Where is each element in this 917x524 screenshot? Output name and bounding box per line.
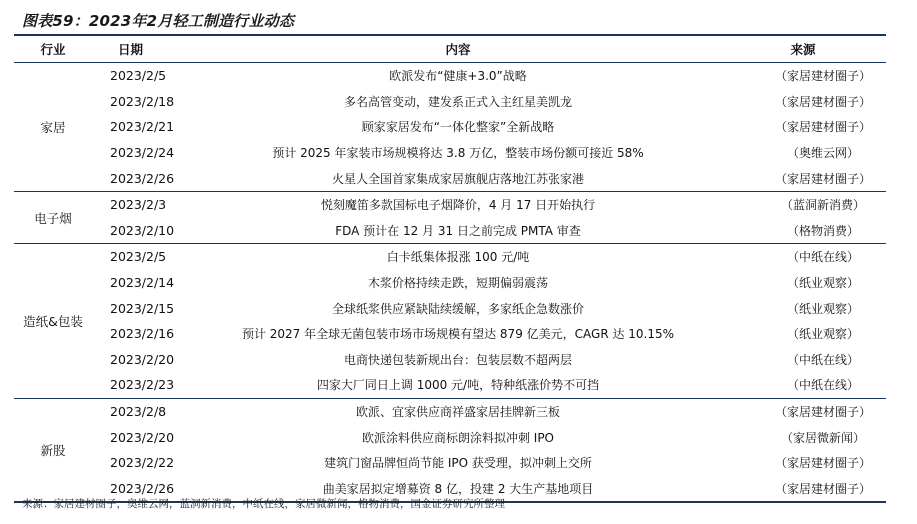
row-date: 2023/2/26: [110, 480, 175, 496]
group-category: 电子烟: [34, 210, 72, 226]
row-content: FDA 预计在 12 月 31 日之前完成 PMTA 审查: [335, 223, 581, 238]
row-date: 2023/2/20: [110, 351, 175, 367]
row-date: 2023/2/18: [110, 93, 175, 109]
row-date: 2023/2/5: [110, 249, 167, 265]
row-content: 预计 2027 年全球无菌包装市场市场规模有望达 879 亿美元，CAGR 达 10.15%: [241, 327, 675, 342]
table-row: [92, 218, 886, 244]
row-source: （中纸在线）: [786, 250, 859, 265]
row-source: （家居建材圈子）: [774, 481, 871, 496]
table-row: [92, 347, 886, 373]
table-row: [92, 424, 886, 450]
row-date: 2023/2/3: [110, 197, 167, 213]
row-date: 2023/2/10: [110, 222, 175, 238]
row-content: 悦刻魔笛多款国标电子烟降价，4 月 17 日开始执行: [320, 198, 596, 213]
row-content: 欧派、宜家供应商祥盛家居挂牌新三板: [355, 405, 560, 420]
row-content: 白卡纸集体报涨 100 元/吨: [386, 250, 530, 265]
table-row: [92, 270, 886, 296]
row-source: （中纸在线）: [786, 352, 859, 367]
row-content: 建筑门窗品牌恒尚节能 IPO 获受理，拟冲刺上交所: [324, 456, 592, 471]
header-content: 内容: [445, 42, 471, 57]
row-source: （家居建材圈子）: [774, 69, 871, 84]
figure-title: 图表59：2023年2月轻工制造行业动态: [22, 12, 295, 30]
group-category: 家居: [40, 119, 66, 135]
row-source: （纸业观察）: [786, 301, 859, 316]
row-content: 电商快递包装新规出台：包装层数不超两层: [343, 352, 572, 367]
table-row: [92, 192, 886, 218]
row-source: （纸业观察）: [786, 276, 859, 291]
row-content: 顾家家居发布“一体化整家”全新战略: [361, 120, 555, 135]
group-new-shares: [14, 399, 886, 501]
header-source: 来源: [790, 42, 816, 57]
row-date: 2023/2/15: [110, 300, 175, 316]
group-e-cigarette: [14, 192, 886, 243]
row-content: 欧派发布“健康+3.0”战略: [389, 69, 527, 84]
row-content: 木浆价格持续走跌，短期偏弱震荡: [367, 276, 548, 291]
industry-news-table: [14, 34, 886, 503]
group-paper-packaging: [14, 244, 886, 398]
header-date: 日期: [118, 42, 144, 57]
table-row: [92, 140, 886, 166]
table-row: [92, 372, 886, 398]
row-source: （家居建材圈子）: [774, 405, 871, 420]
row-date: 2023/2/23: [110, 377, 175, 393]
table-row: [92, 89, 886, 115]
row-source: （格物消费）: [786, 223, 859, 238]
row-source: （家居建材圈子）: [774, 94, 871, 109]
row-source: （家居微新闻）: [780, 430, 865, 445]
group-category: 造纸&包装: [23, 313, 83, 329]
row-source: （奥维云网）: [786, 146, 859, 161]
row-date: 2023/2/21: [110, 119, 175, 135]
row-content: 火星人全国首家集成家居旗舰店落地江苏张家港: [331, 171, 584, 186]
table-row: [92, 450, 886, 476]
table-row: [92, 244, 886, 270]
row-date: 2023/2/14: [110, 275, 175, 291]
table-row: [92, 63, 886, 89]
row-date: 2023/2/20: [110, 429, 175, 445]
table-row: [92, 114, 886, 140]
group-category: 新股: [40, 442, 66, 458]
row-date: 2023/2/26: [110, 170, 175, 186]
row-source: （家居建材圈子）: [774, 456, 871, 471]
table-row: [92, 295, 886, 321]
row-source: （家居建材圈子）: [774, 171, 871, 186]
row-content: 曲美家居拟定增募资 8 亿，投建 2 大生产基地项目: [322, 481, 594, 496]
row-source: （家居建材圈子）: [774, 120, 871, 135]
group-furniture: [14, 63, 886, 191]
row-source: （蓝洞新消费）: [780, 198, 865, 213]
row-date: 2023/2/8: [110, 404, 167, 420]
row-date: 2023/2/16: [110, 326, 175, 342]
table-row: [92, 399, 886, 425]
row-content: 欧派涂料供应商标朗涂料拟冲刺 IPO: [361, 430, 555, 445]
table-header: [14, 36, 886, 62]
row-date: 2023/2/24: [110, 145, 175, 161]
row-source: （中纸在线）: [786, 378, 859, 393]
table-row: [92, 165, 886, 191]
row-content: 四家大厂同日上调 1000 元/吨，特种纸涨价势不可挡: [316, 378, 600, 393]
row-content: 全球纸浆供应紧缺陆续缓解，多家纸企急数涨价: [331, 301, 584, 316]
row-content: 预计 2025 年家装市场规模将达 3.8 万亿，整装市场份额可接近 58%: [272, 146, 644, 161]
row-date: 2023/2/22: [110, 455, 175, 471]
row-source: （纸业观察）: [786, 327, 859, 342]
row-content: 多名高管变动，建发系正式入主红星美凯龙: [343, 94, 572, 109]
table-row: [92, 321, 886, 347]
header-category: 行业: [40, 42, 66, 57]
source-footnote: 来源：家居建材圈子，奥维云网，蓝洞新消费，中纸在线，家居微新闻，格物消费，国金证券研究所整理: [22, 498, 505, 510]
row-date: 2023/2/5: [110, 68, 167, 84]
